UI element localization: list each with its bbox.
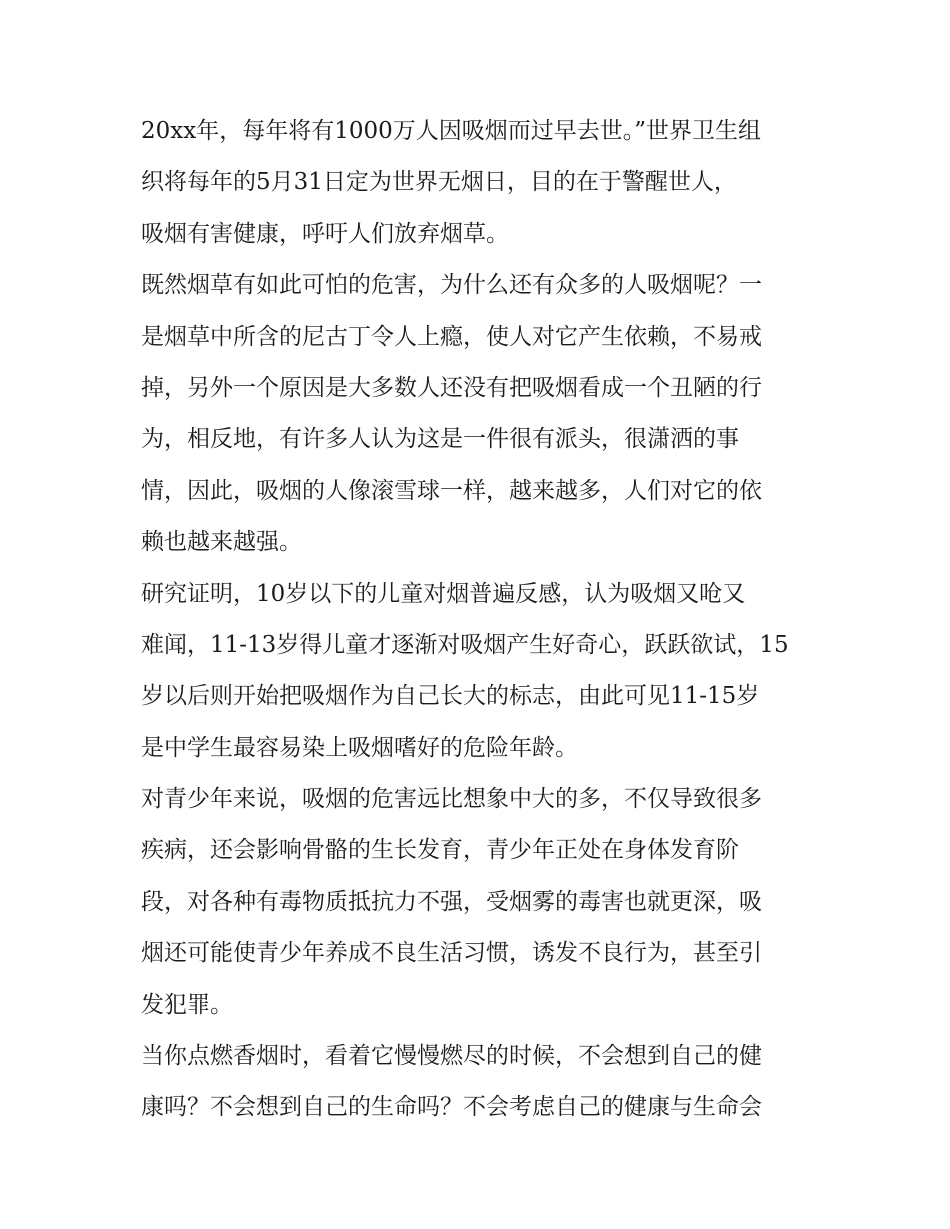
text-line: 是中学生最容易染上吸烟嗜好的危险年龄。 [141,734,578,761]
text-line: 情，因此，吸烟的人像滚雪球一样，越来越多，人们对它的依 [141,477,762,504]
text-line: 难闻，11-13岁得儿童才逐渐对吸烟产生好奇心，跃跃欲试，15 [141,631,789,658]
text-line: 段，对各种有毒物质抵抗力不强，受烟雾的毒害也就更深，吸 [141,888,762,915]
text-line: 吸烟有害健康，呼吁人们放弃烟草。 [141,220,509,247]
text-line: 掉，另外一个原因是大多数人还没有把吸烟看成一个丑陋的行 [141,374,762,401]
text-line: 赖也越来越强。 [141,529,302,556]
text-line: 疾病，还会影响骨骼的生长发育，青少年正处在身体发育阶 [141,837,739,864]
text-line: 研究证明，10岁以下的儿童对烟普遍反感，认为吸烟又呛又 [141,580,746,607]
text-line: 为，相反地，有许多人认为这是一件很有派头，很潇洒的事 [141,426,739,453]
text-line: 发犯罪。 [141,991,233,1018]
text-line: 岁以后则开始把吸烟作为自己长大的标志，由此可见11-15岁 [141,683,760,710]
text-line: 当你点燃香烟时，看着它慢慢燃尽的时候，不会想到自己的健 [141,1043,762,1070]
text-line: 烟还可能使青少年养成不良生活习惯，诱发不良行为，甚至引 [141,940,762,967]
text-line: 织将每年的5月31日定为世界无烟日，目的在于警醒世人， [141,169,737,196]
text-line: 20xx年，每年将有1000万人因吸烟而过早去世。”世界卫生组 [141,118,762,144]
text-line: 是烟草中所含的尼古丁令人上瘾，使人对它产生依赖，不易戒 [141,323,762,350]
text-line: 既然烟草有如此可怕的危害，为什么还有众多的人吸烟呢？一 [141,272,762,299]
text-line: 康吗？不会想到自己的生命吗？不会考虑自己的健康与生命会 [141,1094,762,1121]
document-body [141,106,816,1134]
text-line: 对青少年来说，吸烟的危害远比想象中大的多，不仅导致很多 [141,786,762,813]
